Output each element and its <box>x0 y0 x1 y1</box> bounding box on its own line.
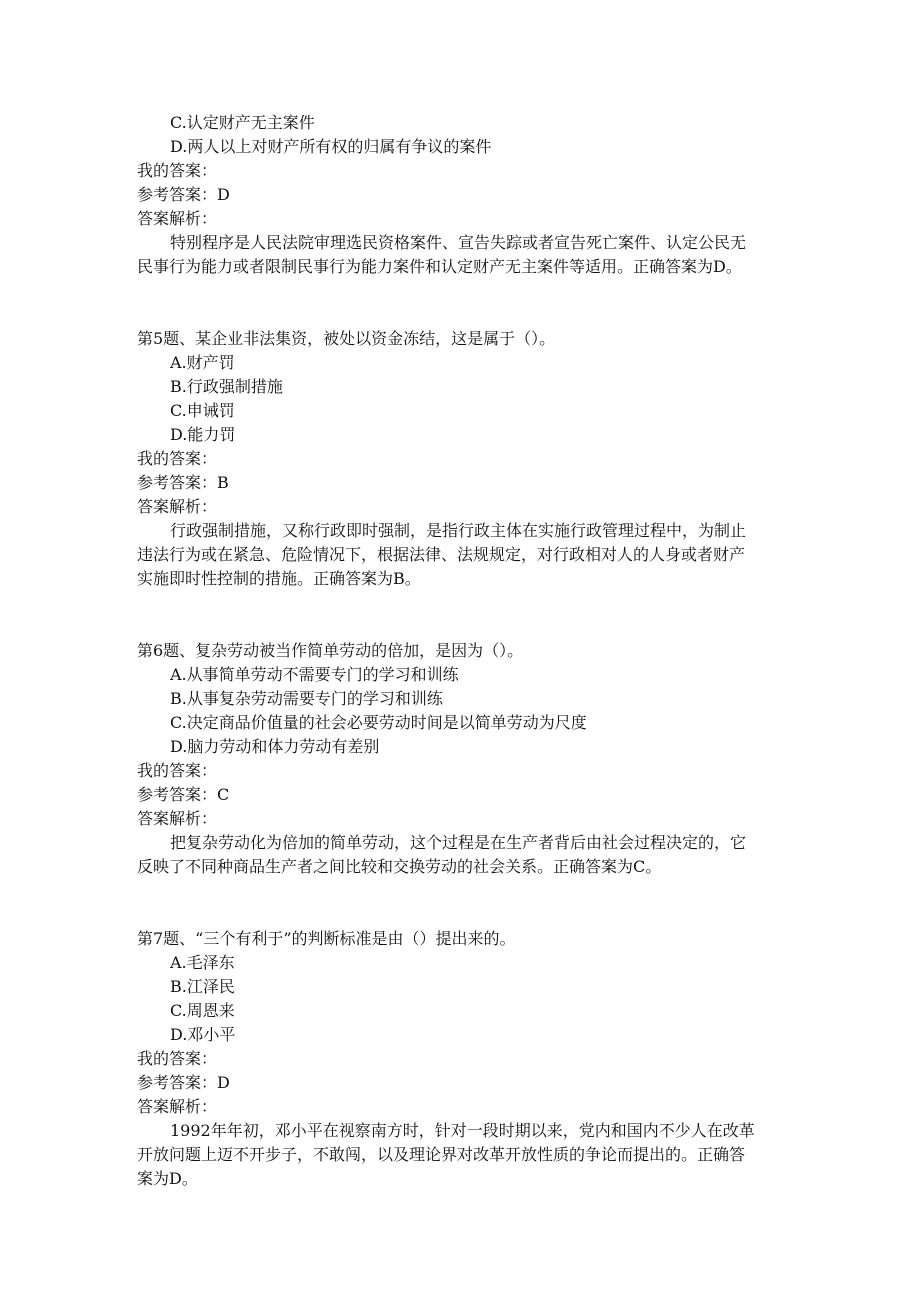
option-c: C.申诫罚 <box>170 401 235 420</box>
reference-answer: 参考答案：D <box>137 1073 230 1092</box>
option-c: C.决定商品价值量的社会必要劳动时间是以简单劳动为尺度 <box>170 713 587 732</box>
option-c: C.认定财产无主案件 <box>170 113 315 132</box>
analysis-line: 1992年年初，邓小平在视察南方时，针对一段时期以来，党内和国内不少人在改革 <box>170 1121 755 1140</box>
option-c: C.周恩来 <box>170 1001 235 1020</box>
option-b: B.从事复杂劳动需要专门的学习和训练 <box>170 689 443 708</box>
analysis-line: 违法行为或在紧急、危险情况下，根据法律、法规规定，对行政相对人的人身或者财产 <box>137 545 746 564</box>
option-a: A.从事简单劳动不需要专门的学习和训练 <box>170 665 459 684</box>
option-a: A.毛泽东 <box>170 953 235 972</box>
question-title: 第5题、某企业非法集资，被处以资金冻结，这是属于（）。 <box>137 329 556 348</box>
analysis-line: 特别程序是人民法院审理选民资格案件、宣告失踪或者宣告死亡案件、认定公民无 <box>170 233 747 252</box>
my-answer-label: 我的答案： <box>137 761 218 780</box>
analysis-line: 案为D。 <box>137 1169 198 1188</box>
option-a: A.财产罚 <box>170 353 235 372</box>
analysis-line: 反映了不同种商品生产者之间比较和交换劳动的社会关系。正确答案为C。 <box>137 857 662 876</box>
reference-answer: 参考答案：C <box>137 785 230 804</box>
option-b: B.江泽民 <box>170 977 235 996</box>
analysis-line: 实施即时性控制的措施。正确答案为B。 <box>137 569 421 588</box>
option-d: D.脑力劳动和体力劳动有差别 <box>170 737 380 756</box>
analysis-label: 答案解析： <box>137 1097 218 1116</box>
analysis-label: 答案解析： <box>137 497 218 516</box>
option-b: B.行政强制措施 <box>170 377 283 396</box>
option-d: D.邓小平 <box>170 1025 236 1044</box>
analysis-line: 把复杂劳动化为倍加的简单劳动，这个过程是在生产者背后由社会过程决定的，它 <box>170 833 747 852</box>
my-answer-label: 我的答案： <box>137 449 218 468</box>
analysis-label: 答案解析： <box>137 809 218 828</box>
analysis-line: 开放问题上迈不开步子，不敢闯，以及理论界对改革开放性质的争论而提出的。正确答 <box>137 1145 746 1164</box>
question-title: 第7题、“三个有利于”的判断标准是由（）提出来的。 <box>137 929 516 948</box>
option-d: D.两人以上对财产所有权的归属有争议的案件 <box>170 137 492 156</box>
reference-answer: 参考答案：B <box>137 473 229 492</box>
analysis-label: 答案解析： <box>137 209 218 228</box>
analysis-line: 行政强制措施，又称行政即时强制，是指行政主体在实施行政管理过程中，为制止 <box>170 521 747 540</box>
my-answer-label: 我的答案： <box>137 1049 218 1068</box>
option-d: D.能力罚 <box>170 425 236 444</box>
reference-answer: 参考答案：D <box>137 185 230 204</box>
analysis-line: 民事行为能力或者限制民事行为能力案件和认定财产无主案件等适用。正确答案为D。 <box>137 257 742 276</box>
question-title: 第6题、复杂劳动被当作简单劳动的倍加，是因为（）。 <box>137 641 524 660</box>
my-answer-label: 我的答案： <box>137 161 218 180</box>
